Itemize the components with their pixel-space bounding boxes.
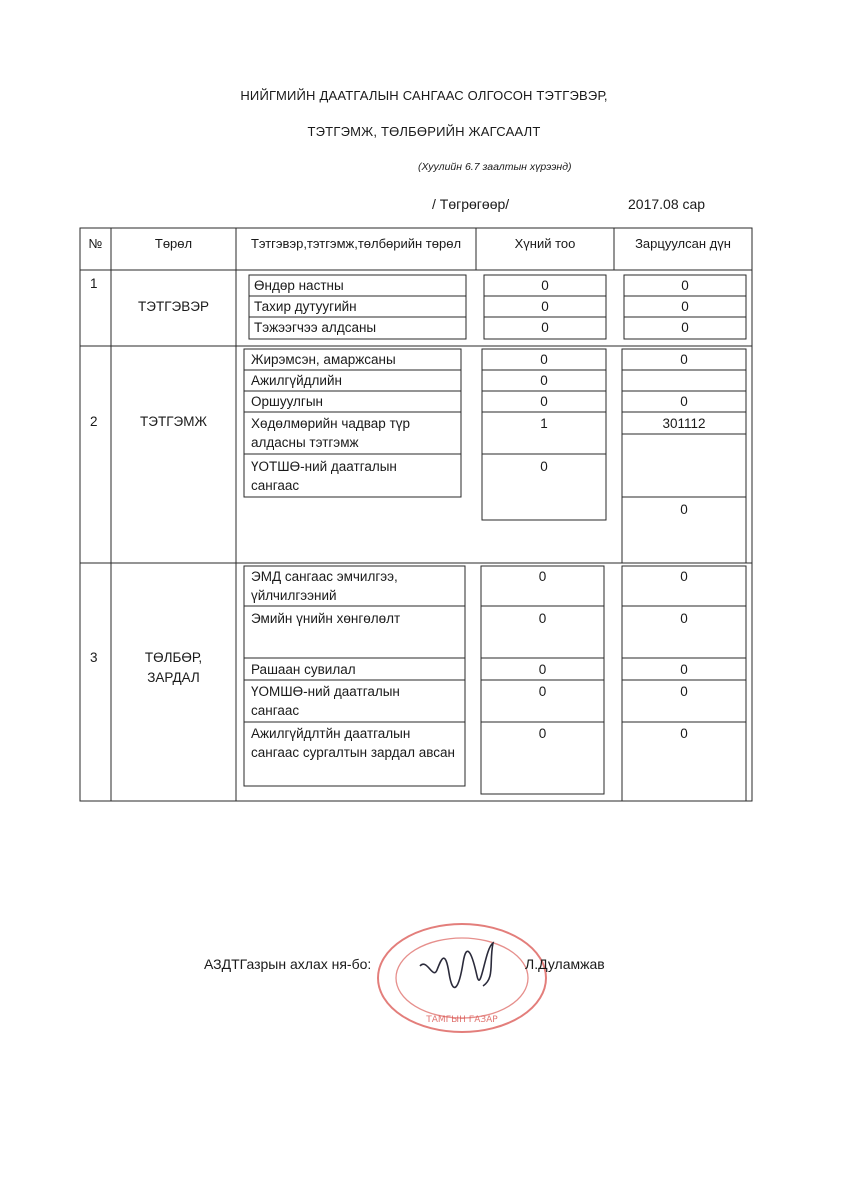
item-amount: 0 (681, 320, 689, 335)
item-name: Эмийн үнийн хөнгөлөлт (251, 611, 401, 626)
item-count: 0 (540, 459, 548, 474)
item-amount: 0 (680, 684, 688, 699)
item-name: Тахир дутуугийн (254, 299, 357, 314)
item-count: 0 (540, 373, 548, 388)
group-number: 1 (90, 276, 98, 291)
item-amount: 0 (680, 569, 688, 584)
item-amount: 0 (680, 611, 688, 626)
item-count: 0 (541, 299, 549, 314)
group-number: 2 (90, 414, 98, 429)
item-amount: 0 (680, 662, 688, 677)
signer-position: АЗДТГазрын ахлах ня-бо: (204, 956, 372, 972)
item-amount: 0 (680, 502, 688, 517)
item-amount: 0 (680, 394, 688, 409)
header-type: Төрөл (154, 236, 193, 251)
item-amount: 0 (681, 278, 689, 293)
item-count: 0 (540, 352, 548, 367)
header-amount: Зарцуулсан дүн (635, 236, 731, 251)
item-amount: 301112 (662, 416, 706, 431)
item-count: 0 (541, 278, 549, 293)
item-count: 1 (540, 416, 548, 431)
group-number: 3 (90, 650, 98, 665)
signature (420, 943, 493, 987)
group-type: ТЭТГЭМЖ (140, 414, 207, 429)
item-name: Ажилгүйдлийн (251, 373, 342, 388)
document-title-line2: ТЭТГЭМЖ, ТӨЛБӨРИЙН ЖАГСААЛТ (307, 124, 541, 139)
item-amount: 0 (680, 726, 688, 741)
item-count: 0 (538, 726, 547, 741)
header-number: № (88, 236, 103, 251)
item-name: Оршуулгын (251, 394, 324, 409)
header-count: Хүний тоо (514, 236, 576, 251)
item-name: Жирэмсэн, амаржсаны (251, 352, 396, 367)
group-type: ТӨЛБӨР, ЗАРДАЛ (144, 650, 203, 685)
stamp-text: ТАМГЫН ГАЗАР (426, 1015, 498, 1025)
item-count: 0 (538, 684, 547, 699)
item-count: 0 (540, 394, 548, 409)
item-count: 0 (538, 611, 547, 626)
header-kind: Тэтгэвэр,тэтгэмж,төлбөрийн төрөл (250, 236, 462, 251)
item-count: 0 (541, 320, 549, 335)
item-count: 0 (538, 569, 547, 584)
item-name: ЭМД сангаас эмчилгээ, үйлчилгээний (251, 569, 398, 603)
item-name: ҮОТШӨ-ний даатгалын сангаас (251, 459, 397, 493)
item-name: Тэжээгчээ алдсаны (254, 320, 377, 335)
document-title-line1: НИЙГМИЙН ДААТГАЛЫН САНГААС ОЛГОСОН ТЭТГЭВЭР, (240, 88, 608, 103)
item-name: Өндөр настны (254, 278, 344, 293)
item-name: ҮОМШӨ-ний даатгалын сангаас (251, 684, 400, 718)
signer-name: Л.Дуламжав (525, 956, 605, 972)
item-amount: 0 (681, 299, 689, 314)
item-amount: 0 (680, 352, 688, 367)
item-name: Ажилгүйдлтйн даатгалын сангаас сургалтын зардал авсан (251, 726, 455, 760)
item-name: Рашаан сувилал (251, 662, 356, 677)
official-stamp (375, 918, 550, 1036)
currency-unit: / Төгрөгөөр/ (432, 196, 510, 212)
law-reference-note: (Хуулийн 6.7 заалтын хүрээнд) (418, 161, 572, 173)
item-count: 0 (538, 662, 547, 677)
report-period: 2017.08 сар (628, 196, 706, 212)
item-name: Хөдөлмөрийн чадвар түр алдасны тэтгэмж (251, 416, 411, 450)
group-type: ТЭТГЭВЭР (138, 299, 209, 314)
